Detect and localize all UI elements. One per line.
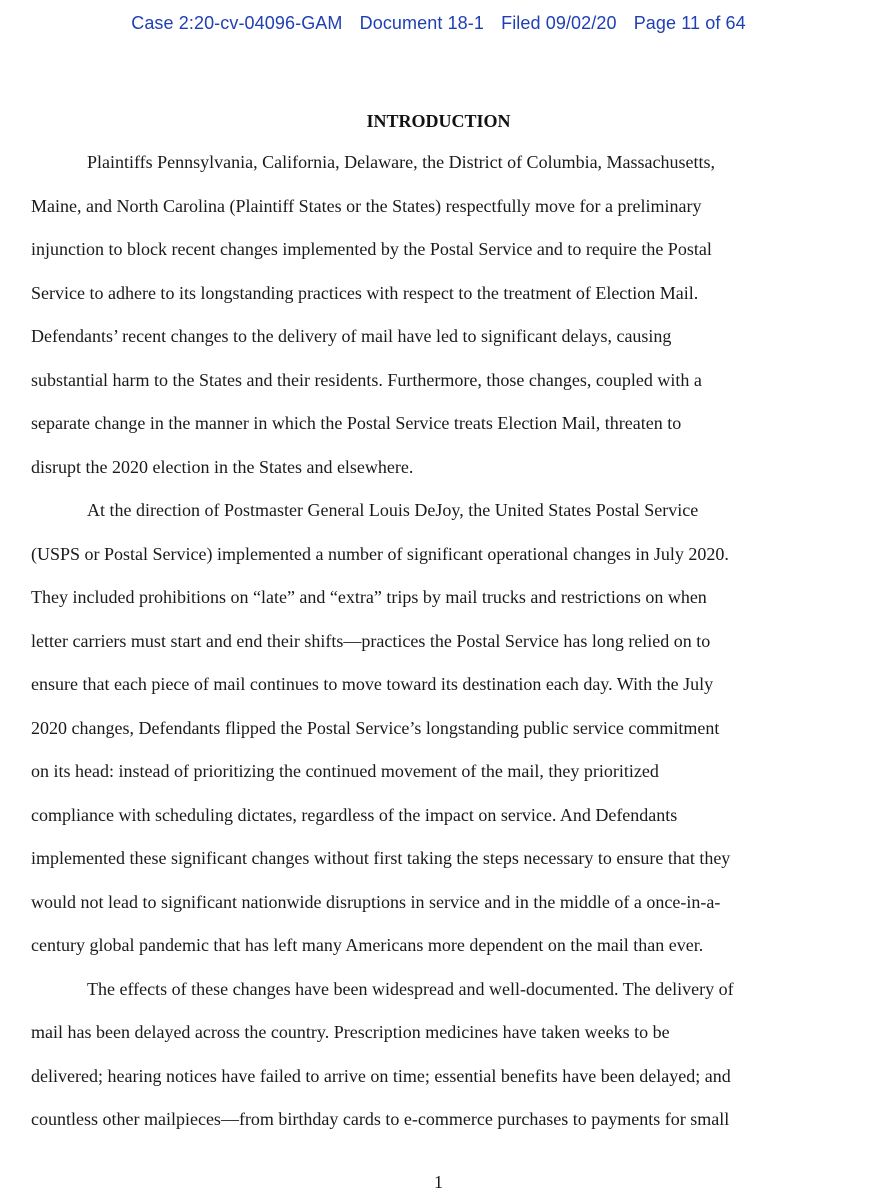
paragraph-line: The effects of these changes have been widespread and well-documented. The delivery of xyxy=(87,978,734,999)
paragraph-line: disrupt the 2020 election in the States and elsewhere. xyxy=(31,456,414,477)
page-number: 1 xyxy=(434,1172,443,1192)
paragraph-line: compliance with scheduling dictates, regardless of the impact on service. And Defendants xyxy=(31,804,678,825)
section-title: INTRODUCTION xyxy=(366,111,511,131)
paragraph-line: would not lead to significant nationwide disruptions in service and in the middle of a once-in-a- xyxy=(31,891,721,912)
paragraph-line: delivered; hearing notices have failed to arrive on time; essential benefits have been delayed; and xyxy=(31,1065,731,1086)
paragraph-line: At the direction of Postmaster General Louis DeJoy, the United States Postal Service xyxy=(87,500,699,520)
body-text xyxy=(31,150,851,1151)
paragraph-line: countless other mailpieces—from birthday cards to e-commerce purchases to payments for small xyxy=(31,1109,730,1129)
paragraph-line: Defendants’ recent changes to the delivery of mail have led to significant delays, causing xyxy=(31,326,672,346)
paragraph-line: separate change in the manner in which the Postal Service treats Election Mail, threaten to xyxy=(31,413,682,433)
paragraph-line: Plaintiffs Pennsylvania, California, Delaware, the District of Columbia, Massachusetts, xyxy=(87,152,716,172)
paragraph-line: on its head: instead of prioritizing the continued movement of the mail, they prioritized xyxy=(31,761,659,781)
paragraph-line: They included prohibitions on “late” and “extra” trips by mail trucks and restrictions on when xyxy=(31,587,707,607)
paragraph-line: Service to adhere to its longstanding practices with respect to the treatment of Election Mail. xyxy=(31,282,699,303)
paragraph-line: letter carriers must start and end their shifts—practices the Postal Service has long relied on to xyxy=(31,630,711,651)
document-number: Document 18-1 xyxy=(359,13,484,33)
paragraph-line: 2020 changes, Defendants flipped the Postal Service’s longstanding public service commitment xyxy=(31,717,720,738)
case-header xyxy=(0,13,877,34)
paragraph-line: century global pandemic that has left many Americans more dependent on the mail than ever. xyxy=(31,935,704,955)
paragraph-line: (USPS or Postal Service) implemented a number of significant operational changes in July 2020. xyxy=(31,543,729,564)
paragraph-line: Maine, and North Carolina (Plaintiff States or the States) respectfully move for a preliminary xyxy=(31,195,702,216)
case-number: Case 2:20-cv-04096-GAM xyxy=(131,13,343,33)
paragraph-line: mail has been delayed across the country. Prescription medicines have taken weeks to be xyxy=(31,1022,670,1042)
paragraph-line: implemented these significant changes without first taking the steps necessary to ensure that they xyxy=(31,848,731,868)
filed-date: Filed 09/02/20 xyxy=(501,13,617,33)
paragraph-line: injunction to block recent changes implemented by the Postal Service and to require the Postal xyxy=(31,239,712,259)
page-indicator: Page 11 of 64 xyxy=(633,13,746,33)
paragraph-line: substantial harm to the States and their residents. Furthermore, those changes, coupled with a xyxy=(31,369,702,390)
paragraph-line: ensure that each piece of mail continues to move toward its destination each day. With the July xyxy=(31,674,714,694)
